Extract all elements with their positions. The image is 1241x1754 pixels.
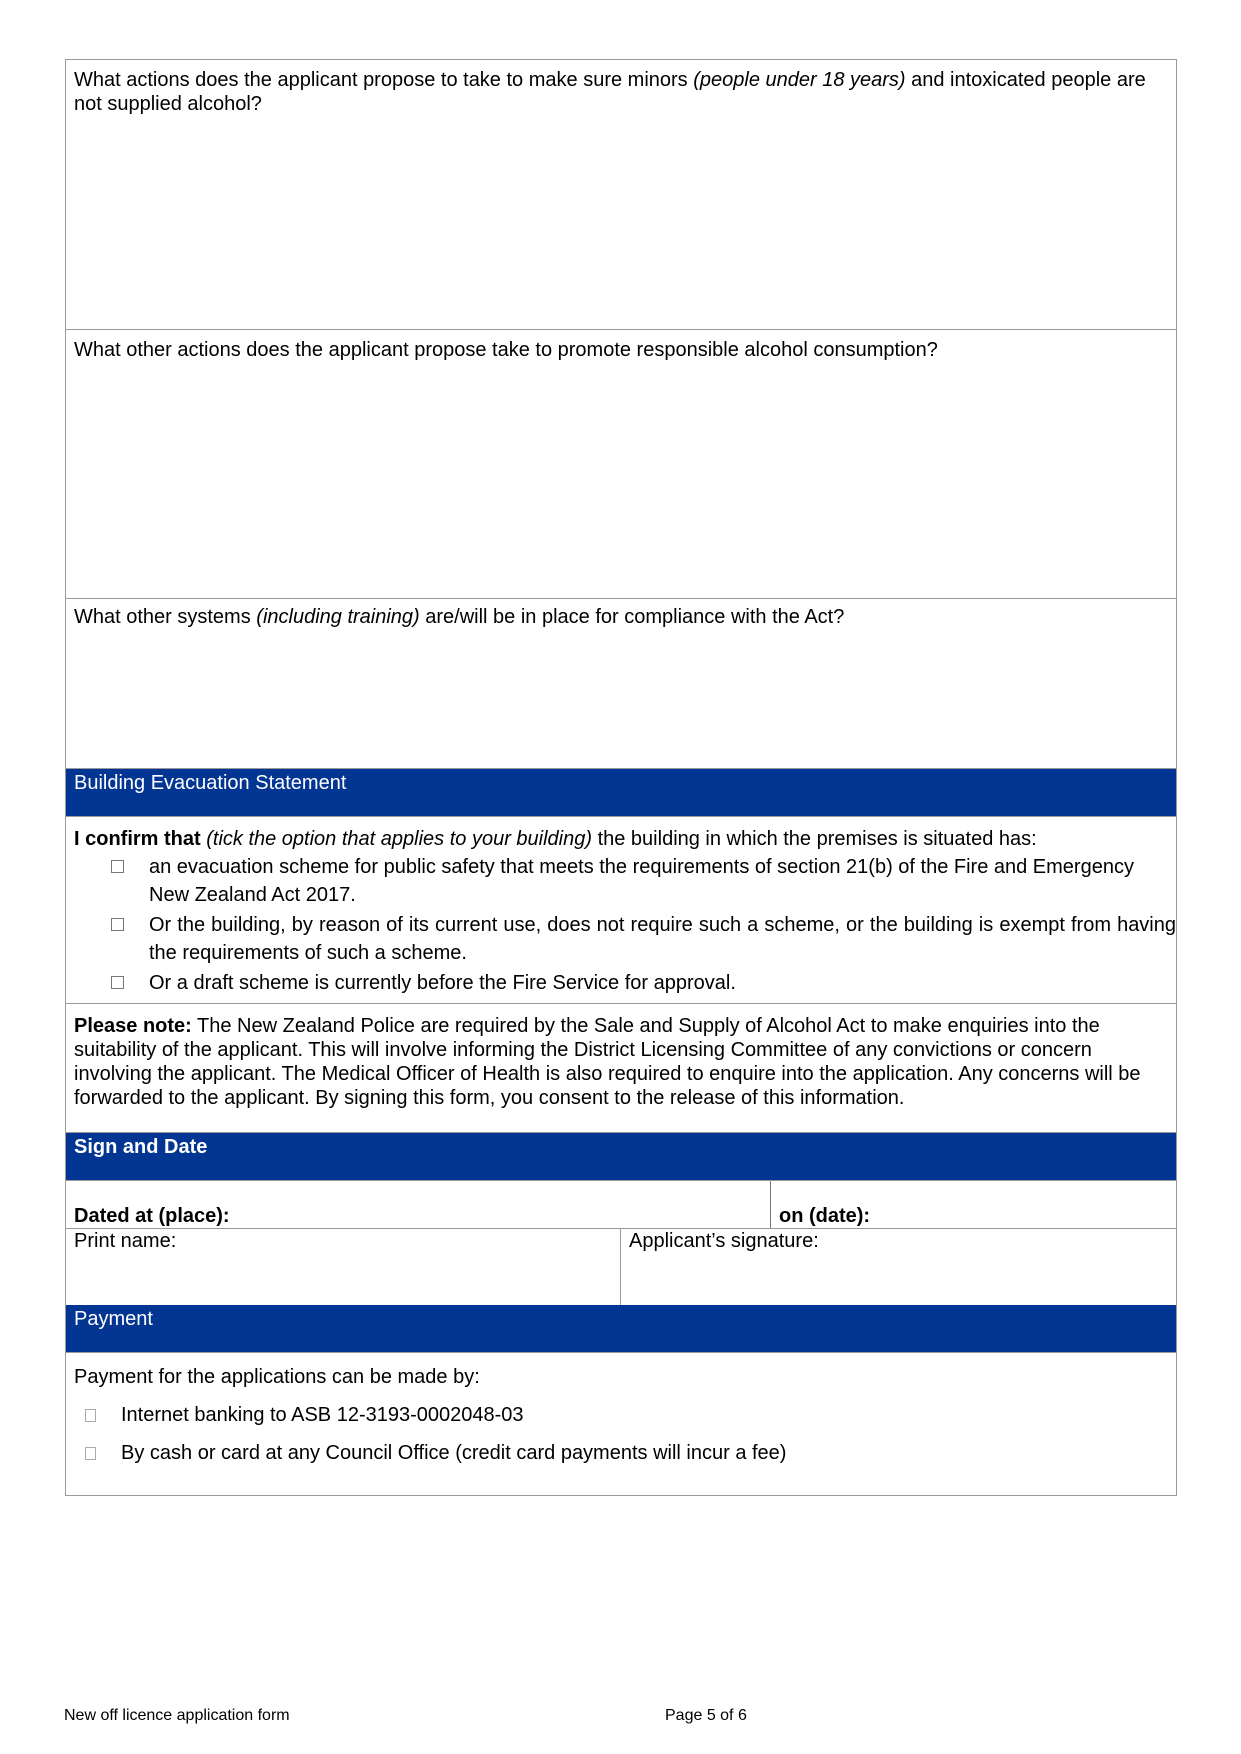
question-compliance-systems[interactable] — [66, 599, 1176, 769]
payment-intro: Payment for the applications can be made by: — [74, 1366, 480, 1388]
evacuation-option-draft[interactable]: Or a draft scheme is currently before the Fire Service for approval. — [74, 969, 1176, 997]
payment-section — [66, 1353, 1176, 1495]
question-minors-label: What actions does the applicant propose to take to make sure minors (people under 18 years) and intoxicated people are not supplied alcohol? — [74, 69, 1146, 115]
sign-row — [66, 1181, 1176, 1229]
evacuation-option-exempt[interactable]: Or the building, by reason of its current use, does not require such a scheme, or the building is exempt from having the requirements of such a scheme. — [74, 911, 1176, 967]
question-minors[interactable] — [66, 60, 1176, 330]
section-header-evacuation: Building Evacuation Statement — [66, 769, 1176, 817]
payment-option-internet-banking[interactable]: Internet banking to ASB 12-3193-0002048-03 — [74, 1403, 1168, 1427]
question-responsible-consumption[interactable] — [66, 330, 1176, 599]
on-date-label: on (date): — [779, 1205, 871, 1227]
checkbox[interactable] — [85, 1409, 96, 1422]
payment-option-cash-card[interactable]: By cash or card at any Council Office (credit card payments will incur a fee) — [74, 1441, 1168, 1465]
checkbox[interactable] — [111, 976, 124, 989]
on-date-field[interactable] — [771, 1181, 1176, 1228]
checkbox[interactable] — [85, 1447, 96, 1460]
question-compliance-systems-label: What other systems (including training) are/will be in place for compliance with the Act? — [74, 606, 845, 628]
dated-at-label: Dated at (place): — [74, 1205, 230, 1227]
evacuation-option-scheme[interactable]: an evacuation scheme for public safety that meets the requirements of section 21(b) of the Fire and Emergency New Zealand Act 2017. — [74, 853, 1176, 909]
section-header-payment: Payment — [66, 1305, 1176, 1353]
please-note: Please note: The New Zealand Police are required by the Sale and Supply of Alcohol Act to make enquiries into the suitability of the applicant. This will involve informing the District Licensing Committee of any convictions or concern involving the applicant. The Medical Officer of Health is also required to enquire into the application. Any concerns will be forwarded to the applicant. By signing this form, you consent to the release of this information. — [66, 1004, 1176, 1133]
signature-field[interactable] — [621, 1229, 1176, 1305]
footer-title: New off licence application form — [64, 1707, 290, 1724]
print-name-label: Print name: — [74, 1230, 177, 1252]
checkbox[interactable] — [111, 860, 124, 873]
checkbox[interactable] — [111, 918, 124, 931]
footer-page-number: Page 5 of 6 — [665, 1707, 747, 1724]
application-form — [65, 59, 1177, 1496]
section-header-sign: Sign and Date — [66, 1133, 1176, 1181]
signature-label: Applicant’s signature: — [629, 1230, 819, 1252]
print-row — [66, 1229, 1176, 1305]
evacuation-confirm — [66, 817, 1176, 1004]
print-name-field[interactable] — [66, 1229, 621, 1305]
evacuation-confirm-text: I confirm that (tick the option that applies to your building) the building in which the premises is situated has: — [74, 828, 1037, 850]
question-responsible-consumption-label: What other actions does the applicant propose take to promote responsible alcohol consumption? — [74, 339, 938, 361]
dated-at-field[interactable] — [66, 1181, 771, 1228]
